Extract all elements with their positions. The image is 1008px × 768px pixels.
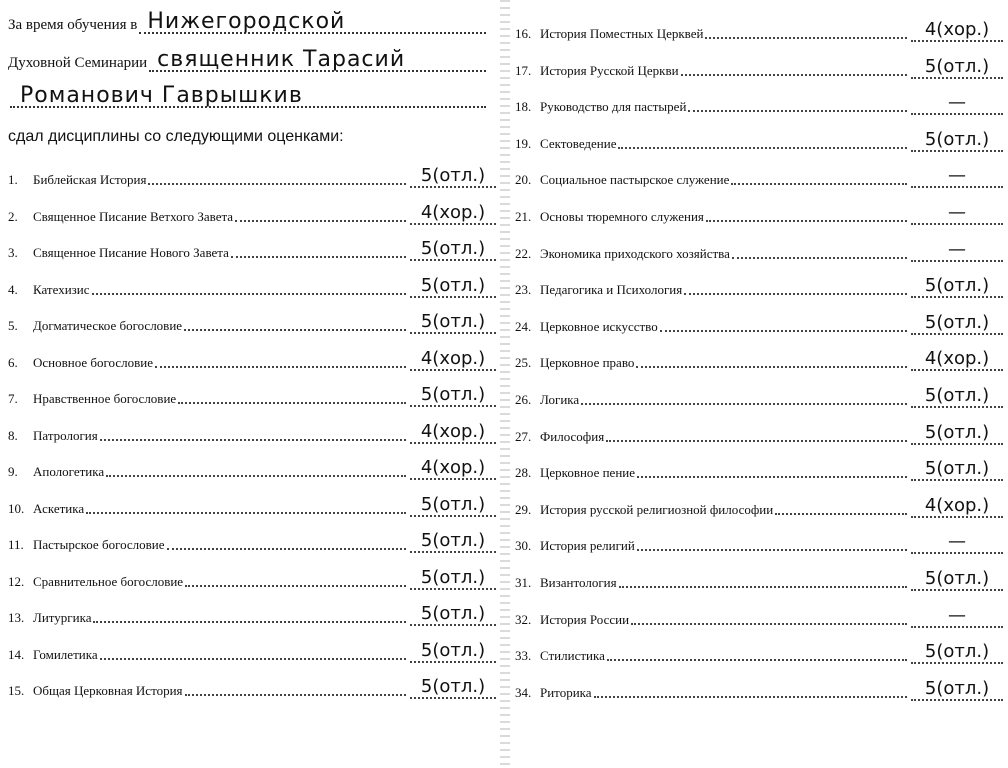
subject-row	[515, 122, 1003, 152]
subject-number: 6.	[8, 354, 18, 370]
dotted-leader	[185, 585, 406, 587]
dotted-leader	[688, 110, 907, 112]
subject-name: Катехизис	[33, 281, 90, 297]
subject-name: Педагогика и Психология	[540, 282, 683, 298]
dotted-leader	[637, 549, 907, 551]
subject-number: 24.	[515, 318, 532, 334]
subject-name: Философия	[540, 428, 605, 444]
right-column	[515, 0, 1003, 768]
dotted-leader	[618, 147, 907, 149]
subject-name: Логика	[540, 392, 580, 407]
subject-number: 14.	[8, 646, 25, 662]
subject-number: 3.	[8, 245, 18, 260]
dotted-leader	[775, 513, 907, 515]
subject-number: 8.	[8, 427, 18, 443]
dotted-leader	[92, 293, 406, 295]
subject-row	[8, 341, 496, 371]
subject-grade: —	[911, 165, 1003, 188]
subject-row	[8, 487, 496, 517]
subject-number: 34.	[515, 684, 532, 700]
subject-grade: 5(отл.)	[410, 530, 496, 553]
subject-name: История русской религиозной философии	[540, 501, 774, 517]
subject-number: 30.	[515, 538, 532, 554]
subject-name: Священное Писание Нового Завета	[33, 245, 229, 260]
subject-row	[515, 232, 1003, 262]
subject-number: 25.	[515, 355, 532, 371]
subject-number: 10.	[8, 500, 25, 516]
subject-row	[8, 304, 496, 334]
header-fill-2	[149, 48, 486, 72]
dotted-leader	[637, 476, 907, 478]
subject-row	[515, 195, 1003, 225]
subject-number: 23.	[515, 282, 532, 298]
subject-grade: 4(хор.)	[911, 348, 1003, 371]
subject-grade: 5(отл.)	[410, 567, 496, 590]
subject-grade: 5(отл.)	[410, 238, 496, 261]
subject-number: 27.	[515, 428, 532, 444]
dotted-leader	[631, 623, 907, 625]
subject-grade: 4(хор.)	[410, 202, 496, 225]
dotted-leader	[706, 220, 907, 222]
header-handwritten-2: священник Тарасий	[157, 47, 406, 72]
subject-grade: 5(отл.)	[911, 422, 1003, 445]
dotted-leader	[106, 475, 406, 477]
subject-row	[515, 671, 1003, 701]
subject-row	[8, 268, 496, 298]
subject-number: 13.	[8, 610, 25, 625]
subject-row	[515, 634, 1003, 664]
subject-grade: —	[911, 605, 1003, 628]
subject-name: Руководство для пастырей	[540, 99, 687, 115]
dotted-leader	[636, 366, 907, 368]
subject-grade: 5(отл.)	[911, 678, 1003, 701]
dotted-leader	[731, 183, 907, 185]
subject-name: Священное Писание Ветхого Завета	[33, 208, 234, 224]
subject-number: 11.	[8, 537, 24, 552]
subject-grade: 4(хор.)	[410, 348, 496, 371]
subject-grade: 4(хор.)	[911, 495, 1003, 518]
subject-number: 21.	[515, 209, 532, 224]
subject-number: 28.	[515, 465, 532, 481]
dotted-leader	[607, 659, 907, 661]
subject-name: Гомилетика	[33, 646, 98, 662]
subject-row	[515, 158, 1003, 188]
dotted-leader	[660, 330, 907, 332]
subject-number: 19.	[515, 135, 532, 151]
subject-number: 2.	[8, 208, 18, 224]
dotted-leader	[581, 403, 907, 405]
subject-grade: 5(отл.)	[410, 603, 496, 626]
dotted-leader	[235, 220, 406, 222]
subject-name: Основы тюремного служения	[540, 209, 704, 224]
subject-grade: 5(отл.)	[911, 568, 1003, 591]
subject-grade: 5(отл.)	[410, 275, 496, 298]
subject-name: Экономика приходского хозяйства	[540, 245, 730, 261]
subject-grade: 5(отл.)	[410, 311, 496, 334]
subject-row	[515, 341, 1003, 371]
dotted-leader	[231, 256, 406, 258]
subject-grade: —	[911, 239, 1003, 262]
dotted-leader	[681, 74, 907, 76]
dotted-leader	[178, 402, 406, 404]
subject-name: Пастырское богословие	[33, 537, 165, 552]
subject-name: Апологетика	[33, 464, 105, 479]
subject-name: Церковное право	[540, 355, 635, 371]
subject-row	[8, 195, 496, 225]
subject-grade: 5(отл.)	[410, 384, 496, 407]
subject-name: История России	[540, 611, 630, 627]
header-line-3	[8, 84, 486, 108]
header-handwritten-1: Нижегородской	[147, 9, 346, 34]
subject-name: Византология	[540, 575, 617, 590]
subject-number: 26.	[515, 392, 532, 407]
dotted-leader	[619, 586, 907, 588]
header-fill-1	[139, 10, 486, 34]
subject-name: Основное богословие	[33, 354, 153, 370]
subject-number: 22.	[515, 245, 532, 261]
subject-grade: 5(отл.)	[410, 640, 496, 663]
subject-name: Церковное искусство	[540, 318, 658, 334]
dotted-leader	[100, 658, 406, 660]
subject-row	[8, 523, 496, 553]
subject-number: 33.	[515, 648, 532, 664]
dotted-leader	[148, 183, 406, 185]
subject-row	[515, 49, 1003, 79]
subject-name: Литургика	[33, 610, 92, 625]
dotted-leader	[86, 512, 406, 514]
subject-number: 7.	[8, 391, 18, 406]
dotted-leader	[606, 440, 907, 442]
subject-row	[8, 596, 496, 626]
dotted-leader	[705, 37, 907, 39]
subject-name: Библейская История	[33, 172, 147, 187]
subject-name: Аскетика	[33, 500, 85, 516]
subject-row	[8, 450, 496, 480]
subject-number: 31.	[515, 575, 532, 590]
subject-grade: 5(отл.)	[410, 165, 496, 188]
subject-row	[515, 85, 1003, 115]
dotted-leader	[594, 696, 907, 698]
subject-number: 9.	[8, 464, 18, 479]
subject-grade: 4(хор.)	[911, 19, 1003, 42]
dotted-leader	[732, 257, 907, 259]
header-line-2	[8, 48, 486, 72]
header-handwritten-3: Романович Гаврышкив	[20, 83, 303, 108]
subject-row	[8, 669, 496, 699]
subject-row	[515, 561, 1003, 591]
subject-row	[515, 598, 1003, 628]
subject-grade: —	[911, 202, 1003, 225]
dotted-leader	[100, 439, 406, 441]
subject-grade: 5(отл.)	[911, 312, 1003, 335]
subject-row	[515, 524, 1003, 554]
subject-row	[515, 305, 1003, 335]
subject-row	[515, 268, 1003, 298]
subject-number: 1.	[8, 172, 18, 187]
subject-name: Нравственное богословие	[33, 391, 177, 406]
subject-number: 12.	[8, 573, 25, 589]
page-fold	[500, 0, 510, 768]
subject-row	[8, 231, 496, 261]
header-label-1: За время обучения в	[8, 17, 138, 33]
subtitle: сдал дисциплины со следующими оценками:	[8, 128, 344, 145]
dotted-leader	[155, 366, 406, 368]
subject-number: 20.	[515, 172, 532, 188]
subject-row	[515, 378, 1003, 408]
subject-number: 32.	[515, 611, 532, 627]
header-fill-3	[10, 84, 486, 108]
subject-row	[515, 488, 1003, 518]
subject-number: 15.	[8, 683, 25, 698]
subject-name: Риторика	[540, 684, 592, 700]
subject-name: История религий	[540, 538, 635, 554]
subject-row	[8, 377, 496, 407]
subject-row	[515, 415, 1003, 445]
subject-name: Догматическое богословие	[33, 318, 183, 333]
dotted-leader	[684, 293, 907, 295]
subject-number: 4.	[8, 281, 18, 297]
subject-row	[515, 451, 1003, 481]
subject-grade: 5(отл.)	[911, 385, 1003, 408]
subject-grade: 5(отл.)	[911, 458, 1003, 481]
subject-number: 5.	[8, 318, 18, 333]
subject-row	[8, 633, 496, 663]
subject-number: 17.	[515, 62, 532, 78]
subject-grade: 5(отл.)	[410, 676, 496, 699]
subject-row	[8, 158, 496, 188]
header-label-2: Духовной Семинарии	[8, 55, 148, 71]
subject-grade: 4(хор.)	[410, 421, 496, 444]
dotted-leader	[184, 329, 406, 331]
subject-grade: 5(отл.)	[911, 275, 1003, 298]
subject-name: Общая Церковная История	[33, 683, 183, 698]
subject-name: Церковное пение	[540, 465, 635, 481]
subject-name: Стилистика	[540, 648, 605, 664]
subject-name: История Русской Церкви	[540, 62, 679, 78]
left-column	[8, 0, 496, 768]
subject-row	[8, 414, 496, 444]
subject-grade: —	[911, 531, 1003, 554]
subject-row	[8, 560, 496, 590]
subject-number: 29.	[515, 501, 532, 517]
subject-name: Сравнительное богословие	[33, 573, 184, 589]
subject-number: 16.	[515, 26, 532, 41]
subject-grade: 5(отл.)	[911, 56, 1003, 79]
subject-grade: —	[911, 92, 1003, 115]
subject-grade: 5(отл.)	[911, 641, 1003, 664]
subject-name: История Поместных Церквей	[540, 26, 704, 41]
dotted-leader	[167, 548, 406, 550]
subject-grade: 4(хор.)	[410, 457, 496, 480]
subject-number: 18.	[515, 99, 532, 115]
subject-grade: 5(отл.)	[410, 494, 496, 517]
dotted-leader	[185, 694, 406, 696]
dotted-leader	[93, 621, 406, 623]
subject-grade: 5(отл.)	[911, 129, 1003, 152]
subject-name: Патрология	[33, 427, 98, 443]
subject-name: Социальное пастырское служение	[540, 172, 730, 188]
subject-name: Сектоведение	[540, 135, 617, 151]
subject-row	[515, 12, 1003, 42]
header-line-1	[8, 10, 486, 34]
